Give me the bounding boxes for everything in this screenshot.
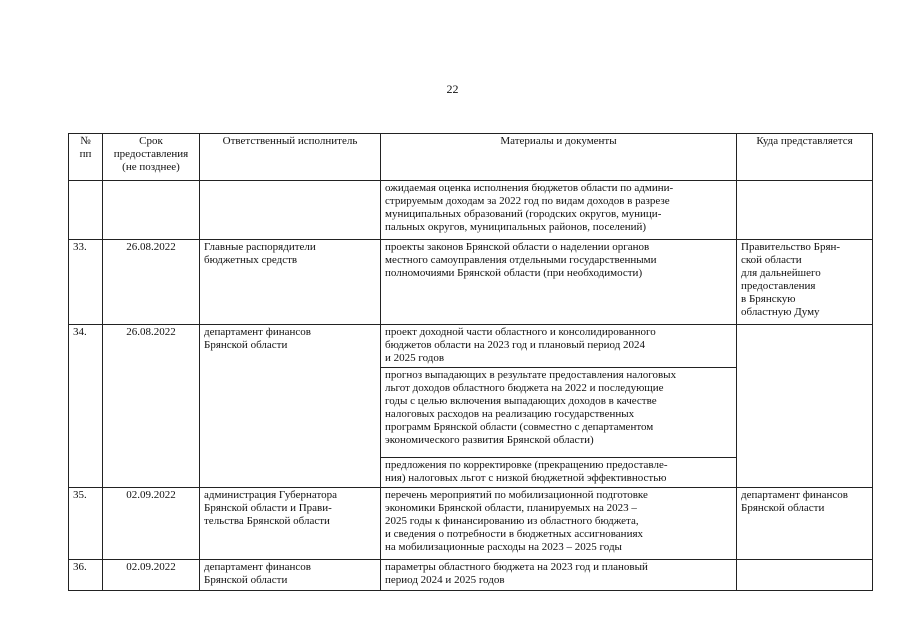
- table-row: [69, 560, 873, 591]
- row-recipient: [737, 181, 873, 240]
- page-number: 22: [446, 82, 459, 96]
- row-recipient: Правительство Брян- ской области для дальнейшего предоставления в Брянскую областную Думу: [737, 240, 873, 325]
- header-executor: Ответственный исполнитель: [200, 134, 381, 181]
- header-date: Срок предоставления (не позднее): [103, 134, 200, 181]
- row-materials: параметры областного бюджета на 2023 год и плановый период 2024 и 2025 годов: [381, 560, 737, 591]
- table-row: [69, 181, 873, 240]
- row-materials: перечень мероприятий по мобилизационной подготовке экономики Брянской области, планируемых на 2023 – 2025 годы к финансированию из областного бюджета, и сведения о потребности в бюджетных ассигнованиях на мобилизационные расходы на 2023 – 2025 годы: [381, 488, 737, 560]
- row-executor: [200, 181, 381, 240]
- row-materials: ожидаемая оценка исполнения бюджетов области по админи- стрируемым доходам за 2022 год по видам доходов в разрезе муниципальных образований (городских округов, муници- пальных округов, муниципальных районов, поселений): [381, 181, 737, 240]
- table-row: [69, 325, 873, 368]
- row-date: 26.08.2022: [103, 240, 200, 325]
- row-num: 36.: [69, 560, 103, 591]
- table-header-row: [69, 134, 873, 181]
- row-recipient: [737, 325, 873, 488]
- row-date: 02.09.2022: [103, 560, 200, 591]
- row-num: 33.: [69, 240, 103, 325]
- schedule-table: [68, 133, 873, 591]
- row-num: 35.: [69, 488, 103, 560]
- row-num: 34.: [69, 325, 103, 488]
- row-materials: предложения по корректировке (прекращению предоставле- ния) налоговых льгот с низкой бюджетной эффективностью: [381, 458, 737, 488]
- row-recipient: департамент финансов Брянской области: [737, 488, 873, 560]
- row-executor: администрация Губернатора Брянской области и Прави- тельства Брянской области: [200, 488, 381, 560]
- header-num: № пп: [69, 134, 103, 181]
- header-recipient: Куда представляется: [737, 134, 873, 181]
- row-executor: департамент финансов Брянской области: [200, 325, 381, 488]
- row-date: 02.09.2022: [103, 488, 200, 560]
- row-executor: Главные распорядители бюджетных средств: [200, 240, 381, 325]
- row-date: [103, 181, 200, 240]
- table-row: [69, 488, 873, 560]
- header-materials: Материалы и документы: [381, 134, 737, 181]
- row-recipient: [737, 560, 873, 591]
- row-materials: проекты законов Брянской области о наделении органов местного самоуправления отдельными государственными полномочиями Брянской области (при необходимости): [381, 240, 737, 325]
- row-executor: департамент финансов Брянской области: [200, 560, 381, 591]
- row-date: 26.08.2022: [103, 325, 200, 488]
- row-materials: проект доходной части областного и консолидированного бюджетов области на 2023 год и плановый период 2024 и 2025 годов: [381, 325, 737, 368]
- table-row: [69, 240, 873, 325]
- row-num: [69, 181, 103, 240]
- row-materials: прогноз выпадающих в результате предоставления налоговых льгот доходов областного бюджета на 2022 и последующие годы с целью включения выпадающих доходов в качестве налоговых расходов на реализацию государственных программ Брянской области (совместно с департаментом экономического развития Брянской области): [381, 368, 737, 458]
